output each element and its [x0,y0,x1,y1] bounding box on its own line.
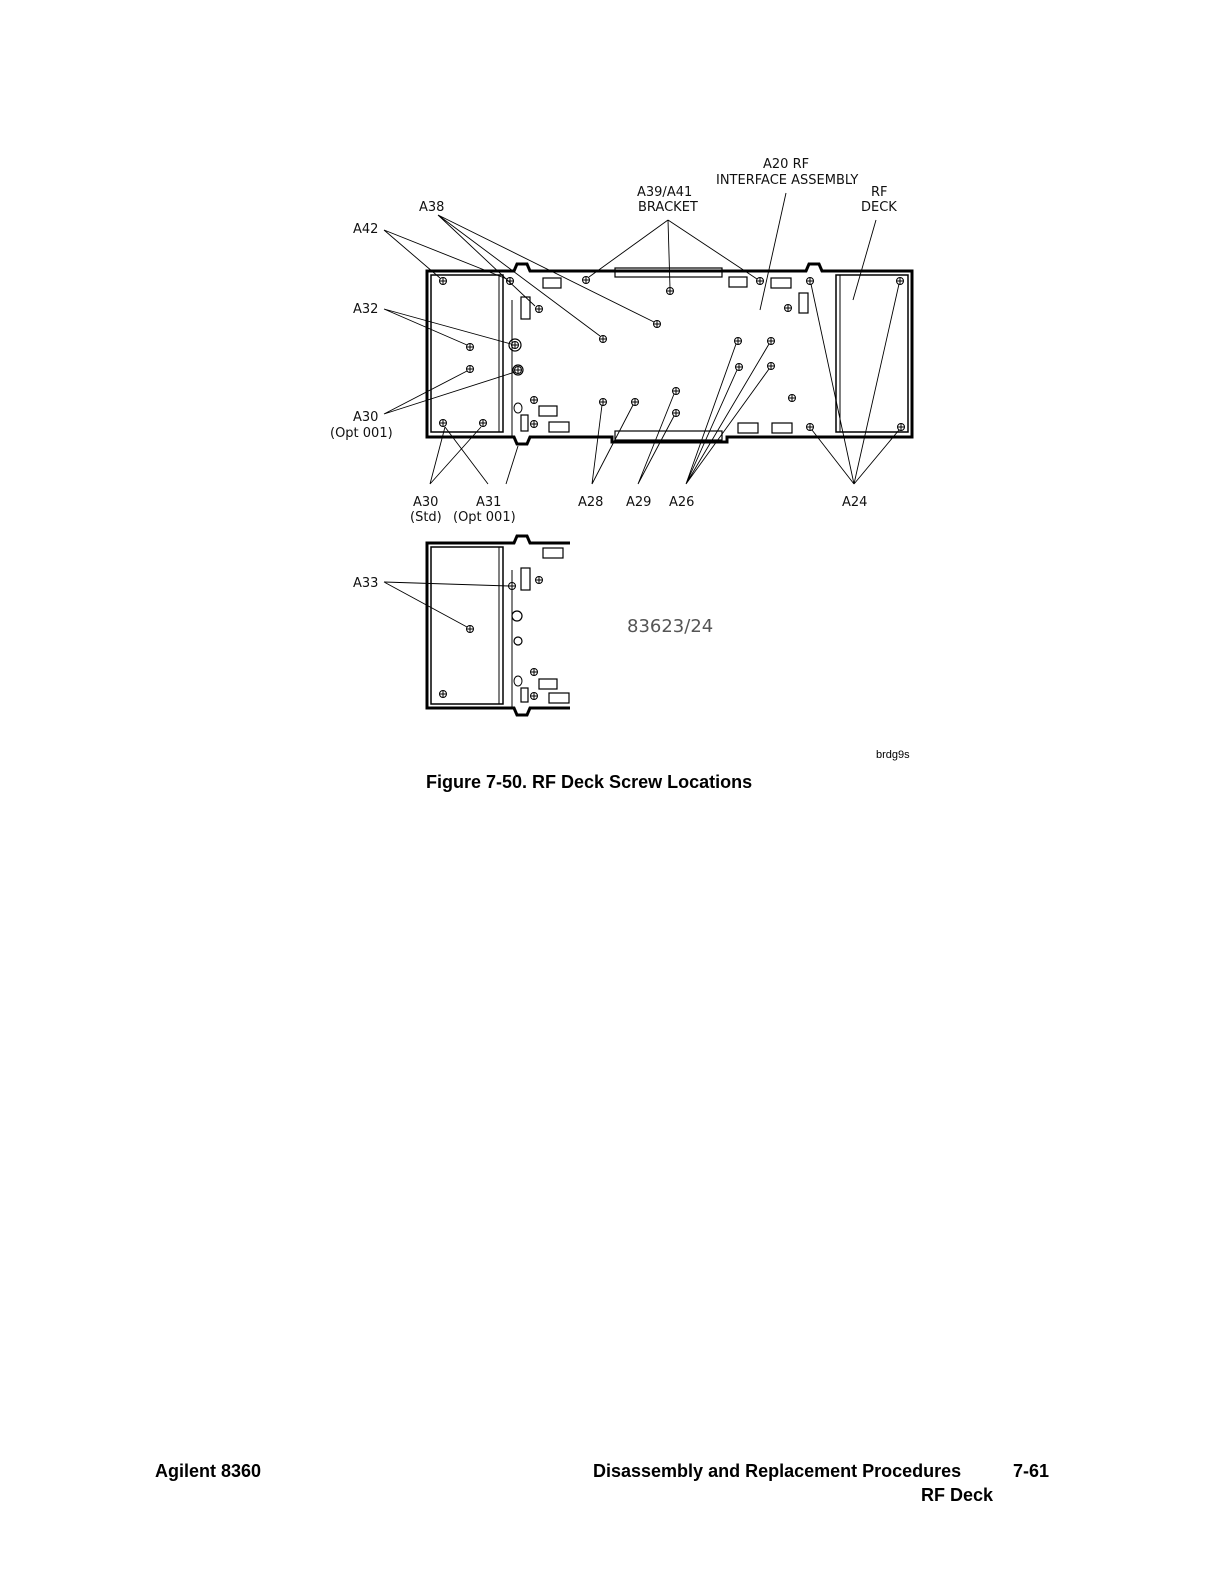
label-model: 83623/24 [627,616,714,637]
label-a39-line2: BRACKET [638,200,698,215]
label-rf-line1: RF [871,185,888,200]
footer-page-number: 7-61 [1013,1461,1050,1481]
label-a30-std-line2: (Std) [410,510,442,525]
left-module [431,275,503,432]
right-module [836,275,908,432]
label-a31-line2: (Opt 001) [453,510,516,525]
label-a29: A29 [626,495,652,510]
label-a30-opt-line2: (Opt 001) [330,426,393,441]
footer-product: Agilent 8360 [155,1461,262,1481]
label-a33: A33 [353,576,379,591]
figure-caption: Figure 7-50. RF Deck Screw Locations [426,772,753,792]
label-a26: A26 [669,495,695,510]
label-a24: A24 [842,495,868,510]
label-a30-std-line1: A30 [413,495,439,510]
label-a20-line1: A20 RF [763,157,810,172]
label-a32: A32 [353,302,379,317]
label-rf-line2: DECK [861,200,897,215]
footer-section: RF Deck [920,1485,993,1505]
label-a30-opt-line1: A30 [353,410,379,425]
screw-group-lower [440,577,543,700]
label-a31-line1: A31 [476,495,502,510]
label-a20-line2: INTERFACE ASSEMBLY [716,173,859,188]
label-a28: A28 [578,495,604,510]
callout-labels [330,157,897,637]
figure-file-id: brdg9s [876,749,910,761]
label-a39-line1: A39/A41 [637,185,693,200]
leader-lines [384,193,899,627]
footer-chapter: Disassembly and Replacement Procedures [593,1461,962,1481]
label-a42: A42 [353,222,379,237]
screw-group-main [440,277,905,431]
label-a38: A38 [419,200,445,215]
lower-left-module [431,547,503,704]
